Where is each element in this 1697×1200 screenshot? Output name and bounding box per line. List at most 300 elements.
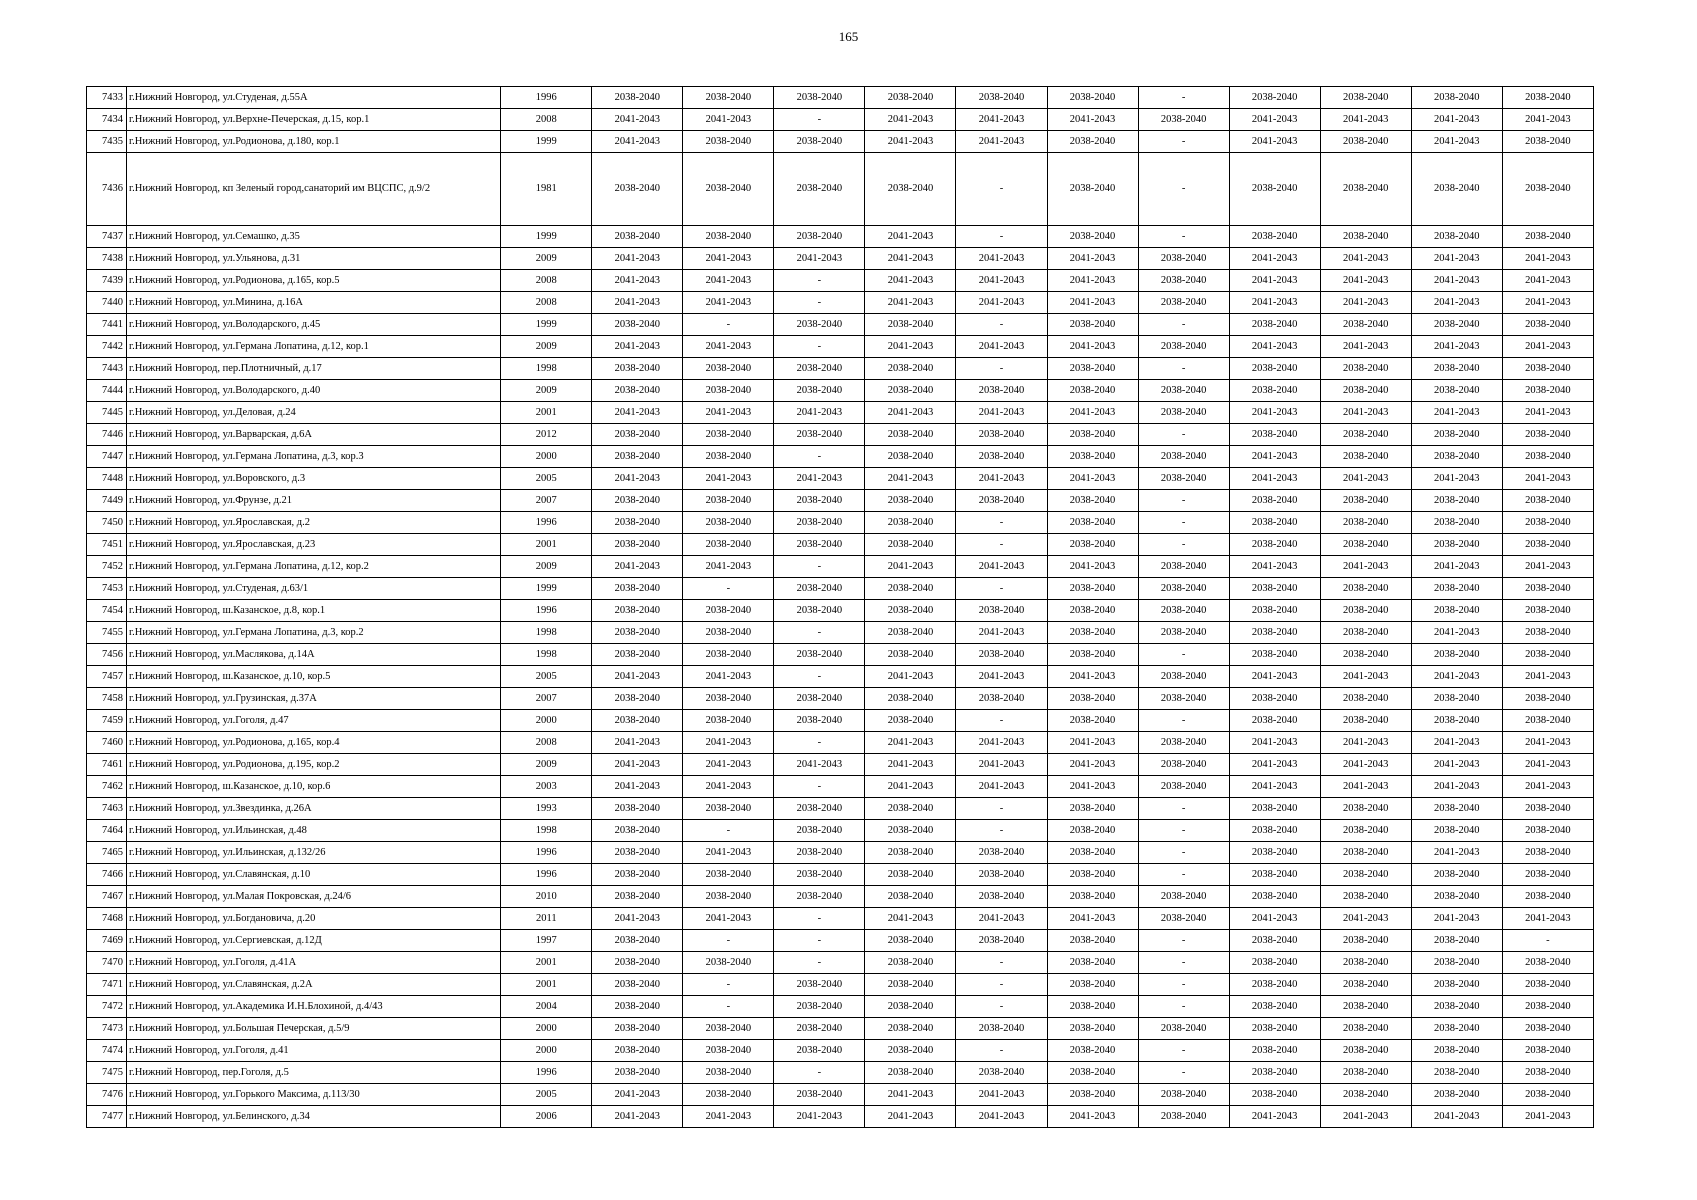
period-cell: 2038-2040	[592, 952, 683, 974]
period-cell: 2038-2040	[1411, 534, 1502, 556]
table-row	[87, 886, 1594, 908]
table-row	[87, 248, 1594, 270]
period-cell: 2038-2040	[1320, 1062, 1411, 1084]
address-cell: г.Нижний Новгород, ул.Фрунзе, д.21	[127, 490, 501, 512]
period-cell: 2038-2040	[1229, 512, 1320, 534]
row-number-cell: 7433	[87, 87, 127, 109]
period-cell: 2038-2040	[1320, 1040, 1411, 1062]
period-cell: 2038-2040	[592, 1018, 683, 1040]
period-cell: 2038-2040	[1229, 864, 1320, 886]
period-cell: 2038-2040	[1502, 358, 1593, 380]
period-cell: 2041-2043	[1320, 776, 1411, 798]
period-cell: 2041-2043	[683, 468, 774, 490]
period-cell: 2041-2043	[865, 468, 956, 490]
row-number-cell: 7464	[87, 820, 127, 842]
address-cell: г.Нижний Новгород, ул.Академика И.Н.Блохиной, д.4/43	[127, 996, 501, 1018]
period-cell: 2041-2043	[1320, 666, 1411, 688]
period-cell: 2038-2040	[865, 87, 956, 109]
period-cell: 2038-2040	[865, 842, 956, 864]
period-cell: 2038-2040	[1138, 578, 1229, 600]
period-cell: 2041-2043	[1320, 908, 1411, 930]
period-cell: 2041-2043	[1229, 402, 1320, 424]
period-cell: 2038-2040	[865, 314, 956, 336]
year-cell: 1993	[501, 798, 592, 820]
period-cell: -	[1138, 314, 1229, 336]
address-cell: г.Нижний Новгород, пер.Плотничный, д.17	[127, 358, 501, 380]
period-cell: 2041-2043	[956, 666, 1047, 688]
address-cell: г.Нижний Новгород, ул.Деловая, д.24	[127, 402, 501, 424]
period-cell: 2038-2040	[865, 490, 956, 512]
address-cell: г.Нижний Новгород, ул.Большая Печерская, д.5/9	[127, 1018, 501, 1040]
period-cell: 2038-2040	[1229, 534, 1320, 556]
period-cell: -	[1138, 996, 1229, 1018]
period-cell: 2038-2040	[865, 798, 956, 820]
period-cell: 2041-2043	[1411, 754, 1502, 776]
period-cell: 2041-2043	[1502, 109, 1593, 131]
address-cell: г.Нижний Новгород, кп Зеленый город,санаторий им ВЦСПС, д.9/2	[127, 153, 501, 226]
register-table	[86, 86, 1594, 1128]
period-cell: 2041-2043	[592, 468, 683, 490]
address-cell: г.Нижний Новгород, ул.Маслякова, д.14А	[127, 644, 501, 666]
period-cell: -	[1138, 644, 1229, 666]
address-cell: г.Нижний Новгород, ул.Гоголя, д.41А	[127, 952, 501, 974]
address-cell: г.Нижний Новгород, ш.Казанское, д.8, кор.1	[127, 600, 501, 622]
row-number-cell: 7471	[87, 974, 127, 996]
period-cell: 2038-2040	[1047, 710, 1138, 732]
period-cell: 2038-2040	[865, 512, 956, 534]
period-cell: 2038-2040	[1229, 996, 1320, 1018]
period-cell: -	[1138, 710, 1229, 732]
period-cell: 2038-2040	[774, 314, 865, 336]
period-cell: 2038-2040	[1138, 732, 1229, 754]
year-cell: 2012	[501, 424, 592, 446]
period-cell: 2038-2040	[592, 534, 683, 556]
period-cell: -	[774, 336, 865, 358]
period-cell: 2041-2043	[865, 109, 956, 131]
period-cell: 2038-2040	[1229, 930, 1320, 952]
period-cell: 2038-2040	[774, 578, 865, 600]
period-cell: 2041-2043	[1502, 402, 1593, 424]
period-cell: 2041-2043	[683, 776, 774, 798]
period-cell: 2041-2043	[683, 109, 774, 131]
period-cell: 2038-2040	[865, 644, 956, 666]
period-cell: 2038-2040	[1320, 131, 1411, 153]
period-cell: 2038-2040	[865, 380, 956, 402]
table-row	[87, 842, 1594, 864]
table-row	[87, 336, 1594, 358]
period-cell: 2038-2040	[1411, 996, 1502, 1018]
period-cell: 2041-2043	[1047, 1106, 1138, 1128]
period-cell: 2041-2043	[865, 556, 956, 578]
period-cell: 2038-2040	[1411, 1062, 1502, 1084]
period-cell: 2038-2040	[683, 798, 774, 820]
period-cell: -	[774, 908, 865, 930]
period-cell: 2038-2040	[1229, 710, 1320, 732]
period-cell: 2038-2040	[1047, 1040, 1138, 1062]
address-cell: г.Нижний Новгород, ул.Володарского, д.45	[127, 314, 501, 336]
period-cell: -	[956, 974, 1047, 996]
row-number-cell: 7456	[87, 644, 127, 666]
address-cell: г.Нижний Новгород, ул.Германа Лопатина, д.3, кор.3	[127, 446, 501, 468]
table-row	[87, 820, 1594, 842]
period-cell: -	[774, 446, 865, 468]
period-cell: -	[956, 534, 1047, 556]
row-number-cell: 7439	[87, 270, 127, 292]
period-cell: 2038-2040	[1047, 314, 1138, 336]
row-number-cell: 7441	[87, 314, 127, 336]
period-cell: 2038-2040	[774, 153, 865, 226]
address-cell: г.Нижний Новгород, ул.Семашко, д.35	[127, 226, 501, 248]
row-number-cell: 7463	[87, 798, 127, 820]
period-cell: 2041-2043	[592, 270, 683, 292]
period-cell: 2041-2043	[1320, 556, 1411, 578]
period-cell: 2041-2043	[1320, 109, 1411, 131]
period-cell: 2038-2040	[592, 226, 683, 248]
period-cell: 2038-2040	[1411, 1040, 1502, 1062]
row-number-cell: 7460	[87, 732, 127, 754]
period-cell: 2038-2040	[1229, 153, 1320, 226]
period-cell: -	[1138, 534, 1229, 556]
table-row	[87, 446, 1594, 468]
period-cell: 2041-2043	[956, 270, 1047, 292]
period-cell: 2038-2040	[1229, 688, 1320, 710]
period-cell: 2038-2040	[956, 644, 1047, 666]
row-number-cell: 7442	[87, 336, 127, 358]
period-cell: -	[956, 1040, 1047, 1062]
period-cell: 2041-2043	[1047, 732, 1138, 754]
period-cell: 2038-2040	[865, 153, 956, 226]
period-cell: 2038-2040	[774, 688, 865, 710]
period-cell: 2041-2043	[865, 131, 956, 153]
period-cell: 2041-2043	[683, 732, 774, 754]
period-cell: -	[774, 1062, 865, 1084]
period-cell: 2038-2040	[1502, 424, 1593, 446]
period-cell: 2041-2043	[592, 908, 683, 930]
period-cell: 2041-2043	[865, 292, 956, 314]
period-cell: 2038-2040	[1047, 424, 1138, 446]
period-cell: 2038-2040	[592, 1062, 683, 1084]
period-cell: -	[1138, 424, 1229, 446]
period-cell: 2038-2040	[865, 688, 956, 710]
period-cell: 2038-2040	[592, 886, 683, 908]
period-cell: 2041-2043	[774, 754, 865, 776]
period-cell: 2041-2043	[1047, 468, 1138, 490]
period-cell: 2038-2040	[1320, 842, 1411, 864]
period-cell: 2038-2040	[1047, 358, 1138, 380]
period-cell: 2041-2043	[956, 622, 1047, 644]
period-cell: 2041-2043	[1047, 248, 1138, 270]
period-cell: 2038-2040	[1411, 930, 1502, 952]
period-cell: 2038-2040	[1229, 842, 1320, 864]
year-cell: 2009	[501, 754, 592, 776]
period-cell: 2038-2040	[774, 820, 865, 842]
period-cell: 2041-2043	[683, 248, 774, 270]
period-cell: 2038-2040	[865, 930, 956, 952]
period-cell: 2041-2043	[1047, 908, 1138, 930]
period-cell: 2038-2040	[1320, 622, 1411, 644]
period-cell: -	[1138, 864, 1229, 886]
period-cell: 2038-2040	[774, 424, 865, 446]
period-cell: -	[956, 820, 1047, 842]
row-number-cell: 7443	[87, 358, 127, 380]
period-cell: 2038-2040	[1047, 886, 1138, 908]
table-row	[87, 314, 1594, 336]
year-cell: 2005	[501, 666, 592, 688]
period-cell: 2038-2040	[592, 446, 683, 468]
period-cell: 2038-2040	[865, 600, 956, 622]
period-cell: 2038-2040	[1138, 248, 1229, 270]
period-cell: 2041-2043	[1320, 336, 1411, 358]
period-cell: 2041-2043	[1229, 666, 1320, 688]
period-cell: 2038-2040	[1320, 380, 1411, 402]
table-row	[87, 1018, 1594, 1040]
period-cell: 2038-2040	[774, 886, 865, 908]
period-cell: 2038-2040	[1502, 974, 1593, 996]
period-cell: 2038-2040	[1229, 380, 1320, 402]
period-cell: 2041-2043	[1411, 622, 1502, 644]
period-cell: 2038-2040	[1502, 87, 1593, 109]
period-cell: 2038-2040	[1229, 798, 1320, 820]
period-cell: 2038-2040	[865, 1040, 956, 1062]
period-cell: 2038-2040	[1502, 710, 1593, 732]
table-row	[87, 974, 1594, 996]
period-cell: 2038-2040	[1502, 952, 1593, 974]
period-cell: 2038-2040	[1138, 688, 1229, 710]
period-cell: 2038-2040	[1229, 952, 1320, 974]
period-cell: 2038-2040	[683, 864, 774, 886]
year-cell: 2009	[501, 336, 592, 358]
period-cell: 2038-2040	[1320, 1018, 1411, 1040]
table-row	[87, 490, 1594, 512]
period-cell: 2041-2043	[865, 270, 956, 292]
period-cell: 2041-2043	[1229, 776, 1320, 798]
period-cell: 2038-2040	[1320, 644, 1411, 666]
address-cell: г.Нижний Новгород, ул.Родионова, д.165, кор.4	[127, 732, 501, 754]
period-cell: 2038-2040	[1229, 226, 1320, 248]
table-row	[87, 666, 1594, 688]
period-cell: 2041-2043	[1047, 402, 1138, 424]
year-cell: 1999	[501, 314, 592, 336]
period-cell: 2038-2040	[592, 842, 683, 864]
period-cell: 2038-2040	[683, 1040, 774, 1062]
period-cell: 2038-2040	[1229, 644, 1320, 666]
period-cell: 2038-2040	[956, 688, 1047, 710]
address-cell: г.Нижний Новгород, ул.Ярославская, д.2	[127, 512, 501, 534]
address-cell: г.Нижний Новгород, ул.Гоголя, д.47	[127, 710, 501, 732]
address-cell: г.Нижний Новгород, ул.Малая Покровская, д.24/6	[127, 886, 501, 908]
year-cell: 2001	[501, 534, 592, 556]
table-row	[87, 644, 1594, 666]
row-number-cell: 7461	[87, 754, 127, 776]
period-cell: 2038-2040	[1411, 380, 1502, 402]
period-cell: 2038-2040	[956, 424, 1047, 446]
period-cell: 2038-2040	[1047, 930, 1138, 952]
period-cell: 2041-2043	[592, 402, 683, 424]
table-row	[87, 226, 1594, 248]
period-cell: 2038-2040	[1320, 87, 1411, 109]
year-cell: 2008	[501, 292, 592, 314]
period-cell: 2038-2040	[1320, 226, 1411, 248]
period-cell: -	[1138, 490, 1229, 512]
period-cell: 2038-2040	[683, 512, 774, 534]
period-cell: 2038-2040	[1047, 622, 1138, 644]
period-cell: 2041-2043	[1502, 248, 1593, 270]
table-row	[87, 534, 1594, 556]
period-cell: 2038-2040	[1229, 1062, 1320, 1084]
period-cell: 2038-2040	[592, 622, 683, 644]
year-cell: 2007	[501, 490, 592, 512]
period-cell: 2038-2040	[592, 87, 683, 109]
period-cell: -	[956, 226, 1047, 248]
row-number-cell: 7453	[87, 578, 127, 600]
year-cell: 1998	[501, 358, 592, 380]
period-cell: 2038-2040	[1502, 131, 1593, 153]
table-row	[87, 578, 1594, 600]
period-cell: 2041-2043	[1320, 754, 1411, 776]
period-cell: 2038-2040	[1411, 798, 1502, 820]
year-cell: 1996	[501, 600, 592, 622]
period-cell: 2038-2040	[1047, 87, 1138, 109]
period-cell: 2038-2040	[1320, 974, 1411, 996]
period-cell: 2038-2040	[592, 490, 683, 512]
period-cell: 2038-2040	[1502, 380, 1593, 402]
address-cell: г.Нижний Новгород, ул.Студеная, д.55А	[127, 87, 501, 109]
year-cell: 2001	[501, 952, 592, 974]
table-row	[87, 556, 1594, 578]
period-cell: 2038-2040	[1047, 820, 1138, 842]
period-cell: -	[1138, 512, 1229, 534]
table-row	[87, 732, 1594, 754]
row-number-cell: 7459	[87, 710, 127, 732]
period-cell: 2038-2040	[1411, 886, 1502, 908]
period-cell: 2038-2040	[865, 996, 956, 1018]
period-cell: 2038-2040	[1138, 109, 1229, 131]
row-number-cell: 7469	[87, 930, 127, 952]
row-number-cell: 7472	[87, 996, 127, 1018]
table-body	[87, 87, 1594, 1128]
period-cell: 2038-2040	[1411, 688, 1502, 710]
period-cell: 2038-2040	[1320, 578, 1411, 600]
period-cell: -	[774, 292, 865, 314]
period-cell: 2038-2040	[1138, 1084, 1229, 1106]
period-cell: 2038-2040	[1411, 1018, 1502, 1040]
period-cell: 2041-2043	[592, 292, 683, 314]
period-cell: -	[956, 578, 1047, 600]
period-cell: 2038-2040	[1229, 886, 1320, 908]
period-cell: 2038-2040	[1138, 622, 1229, 644]
period-cell: 2041-2043	[592, 732, 683, 754]
period-cell: -	[1138, 1062, 1229, 1084]
period-cell: 2038-2040	[865, 622, 956, 644]
year-cell: 2001	[501, 974, 592, 996]
period-cell: 2038-2040	[1411, 358, 1502, 380]
period-cell: 2038-2040	[1229, 974, 1320, 996]
row-number-cell: 7436	[87, 153, 127, 226]
address-cell: г.Нижний Новгород, ул.Родионова, д.165, кор.5	[127, 270, 501, 292]
year-cell: 2008	[501, 270, 592, 292]
period-cell: 2041-2043	[1320, 1106, 1411, 1128]
period-cell: 2041-2043	[592, 109, 683, 131]
row-number-cell: 7474	[87, 1040, 127, 1062]
period-cell: 2038-2040	[1320, 314, 1411, 336]
period-cell: 2038-2040	[1229, 600, 1320, 622]
period-cell: 2041-2043	[865, 402, 956, 424]
period-cell: 2041-2043	[1411, 732, 1502, 754]
period-cell: 2038-2040	[1502, 1062, 1593, 1084]
year-cell: 1996	[501, 512, 592, 534]
address-cell: г.Нижний Новгород, ул.Богдановича, д.20	[127, 908, 501, 930]
year-cell: 1996	[501, 1062, 592, 1084]
period-cell: 2038-2040	[1411, 644, 1502, 666]
period-cell: 2041-2043	[683, 842, 774, 864]
period-cell: 2038-2040	[1047, 131, 1138, 153]
address-cell: г.Нижний Новгород, ул.Германа Лопатина, д.12, кор.1	[127, 336, 501, 358]
row-number-cell: 7451	[87, 534, 127, 556]
period-cell: 2038-2040	[1502, 864, 1593, 886]
period-cell: 2038-2040	[1047, 380, 1138, 402]
period-cell: 2041-2043	[683, 336, 774, 358]
period-cell: 2038-2040	[774, 600, 865, 622]
period-cell: 2041-2043	[1502, 556, 1593, 578]
period-cell: 2041-2043	[1320, 402, 1411, 424]
period-cell: 2038-2040	[1502, 578, 1593, 600]
period-cell: 2041-2043	[956, 292, 1047, 314]
period-cell: 2038-2040	[683, 1018, 774, 1040]
period-cell: 2038-2040	[1502, 842, 1593, 864]
period-cell: -	[774, 776, 865, 798]
period-cell: 2038-2040	[1320, 446, 1411, 468]
period-cell: 2041-2043	[956, 336, 1047, 358]
period-cell: 2041-2043	[592, 556, 683, 578]
period-cell: 2041-2043	[1411, 248, 1502, 270]
period-cell: -	[1138, 952, 1229, 974]
period-cell: 2038-2040	[1138, 402, 1229, 424]
row-number-cell: 7470	[87, 952, 127, 974]
period-cell: 2038-2040	[1138, 556, 1229, 578]
period-cell: -	[1138, 153, 1229, 226]
period-cell: 2038-2040	[683, 644, 774, 666]
period-cell: 2038-2040	[774, 710, 865, 732]
year-cell: 2011	[501, 908, 592, 930]
address-cell: г.Нижний Новгород, ул.Славянская, д.10	[127, 864, 501, 886]
period-cell: 2041-2043	[1229, 754, 1320, 776]
period-cell: 2038-2040	[1502, 886, 1593, 908]
year-cell: 1999	[501, 578, 592, 600]
period-cell: 2041-2043	[1411, 842, 1502, 864]
period-cell: 2038-2040	[1138, 446, 1229, 468]
period-cell: 2038-2040	[956, 1062, 1047, 1084]
period-cell: 2041-2043	[956, 109, 1047, 131]
period-cell: 2041-2043	[1502, 468, 1593, 490]
table-row	[87, 512, 1594, 534]
period-cell: 2038-2040	[956, 864, 1047, 886]
table-row	[87, 952, 1594, 974]
table-row	[87, 754, 1594, 776]
period-cell: 2038-2040	[592, 974, 683, 996]
period-cell: 2041-2043	[956, 732, 1047, 754]
period-cell: 2038-2040	[774, 131, 865, 153]
period-cell: 2038-2040	[1047, 1084, 1138, 1106]
address-cell: г.Нижний Новгород, ул.Славянская, д.2А	[127, 974, 501, 996]
period-cell: 2038-2040	[1047, 842, 1138, 864]
period-cell: 2041-2043	[1502, 776, 1593, 798]
period-cell: 2038-2040	[865, 886, 956, 908]
period-cell: 2038-2040	[1047, 644, 1138, 666]
address-cell: г.Нижний Новгород, ул.Горького Максима, д.113/30	[127, 1084, 501, 1106]
year-cell: 2000	[501, 1018, 592, 1040]
year-cell: 2000	[501, 446, 592, 468]
period-cell: 2038-2040	[1047, 226, 1138, 248]
